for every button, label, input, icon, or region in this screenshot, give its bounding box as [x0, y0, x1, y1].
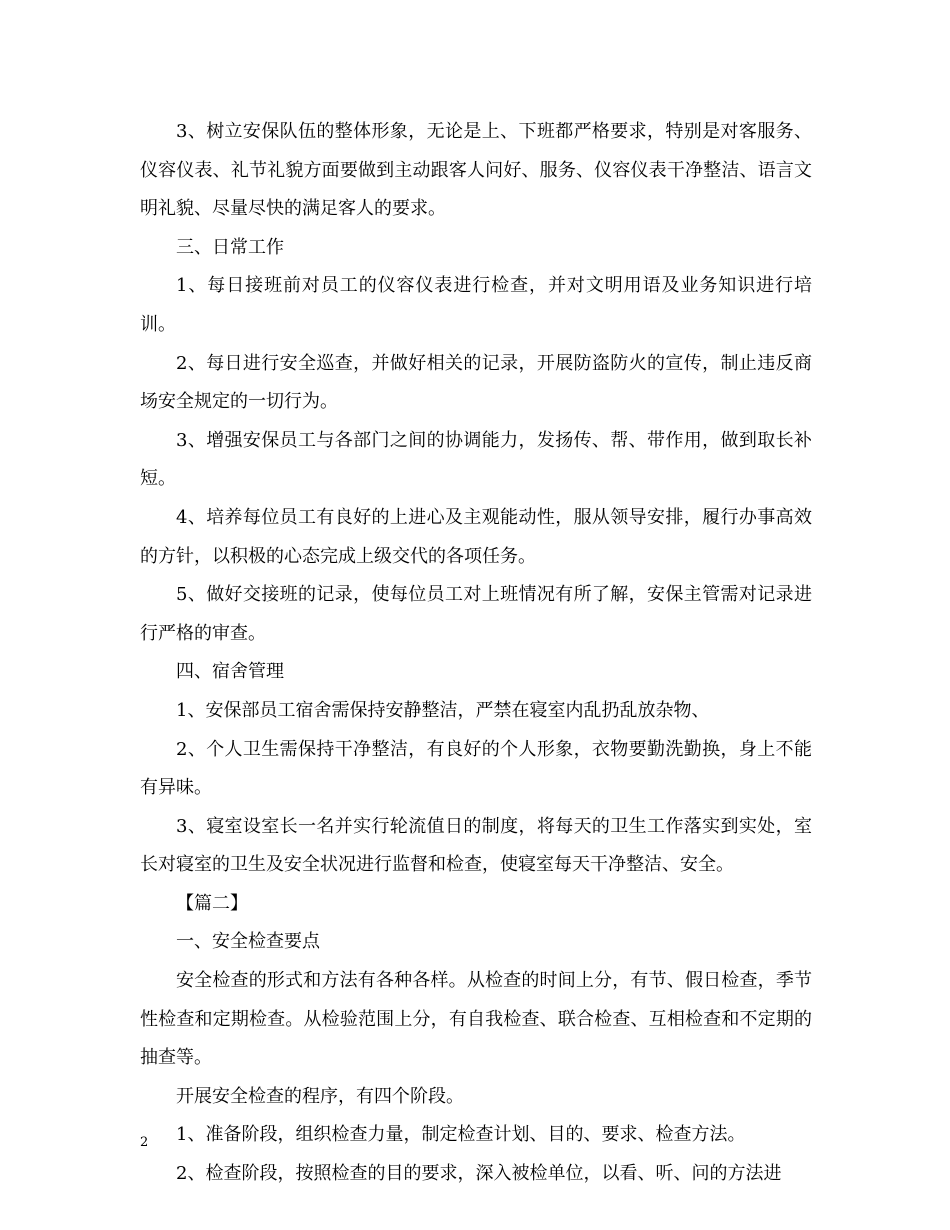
paragraph: 3、树立安保队伍的整体形象，无论是上、下班都严格要求，特别是对客服务、仪容仪表、礼节礼貌方面要做到主动跟客人问好、服务、仪容仪表干净整洁、语言文明礼貌、尽量尽快的满足客人的要求。: [140, 121, 812, 220]
paragraph: 1、准备阶段，组织检查力量，制定检查计划、目的、要求、检查方法。: [176, 1124, 746, 1146]
paragraph: 4、培养每位员工有良好的上进心及主观能动性，服从领导安排，履行办事高效的方针，以积极的心态完成上级交代的各项任务。: [140, 506, 812, 567]
section-heading: 一、安全检查要点: [176, 931, 320, 953]
section-heading: 四、宿舍管理: [176, 661, 284, 683]
paragraph: 3、寝室设室长一名并实行轮流值日的制度，将每天的卫生工作落实到实处，室长对寝室的卫生及安全状况进行监督和检查，使寝室每天干净整洁、安全。: [140, 815, 812, 876]
part-heading: 【篇二】: [176, 892, 248, 914]
paragraph: 1、安保部员工宿舍需保持安静整洁，严禁在寝室内乱扔乱放杂物、: [176, 699, 710, 721]
paragraph: 安全检查的形式和方法有各种各样。从检查的时间上分，有节、假日检查，季节性检查和定期检查。从检验范围上分，有自我检查、联合检查、互相检查和不定期的抽查等。: [140, 970, 812, 1069]
paragraph: 2、个人卫生需保持干净整洁，有良好的个人形象，衣物要勤洗勤换，身上不能有异味。: [140, 738, 812, 799]
section-heading: 三、日常工作: [176, 236, 284, 258]
paragraph: 1、每日接班前对员工的仪容仪表进行检查，并对文明用语及业务知识进行培训。: [140, 275, 812, 335]
paragraph: 2、检查阶段，按照检查的目的要求，深入被检单位，以看、听、问的方法进: [176, 1163, 782, 1185]
paragraph: 3、增强安保员工与各部门之间的协调能力，发扬传、帮、带作用，做到取长补短。: [140, 429, 812, 490]
document-body: [140, 113, 812, 1194]
paragraph: 2、每日进行安全巡查，并做好相关的记录，开展防盗防火的宣传，制止违反商场安全规定的一切行为。: [140, 352, 812, 413]
page-number: 2: [140, 1135, 149, 1150]
paragraph: 开展安全检查的程序，有四个阶段。: [176, 1085, 464, 1107]
paragraph: 5、做好交接班的记录，使每位员工对上班情况有所了解，安保主管需对记录进行严格的审查。: [140, 584, 812, 644]
